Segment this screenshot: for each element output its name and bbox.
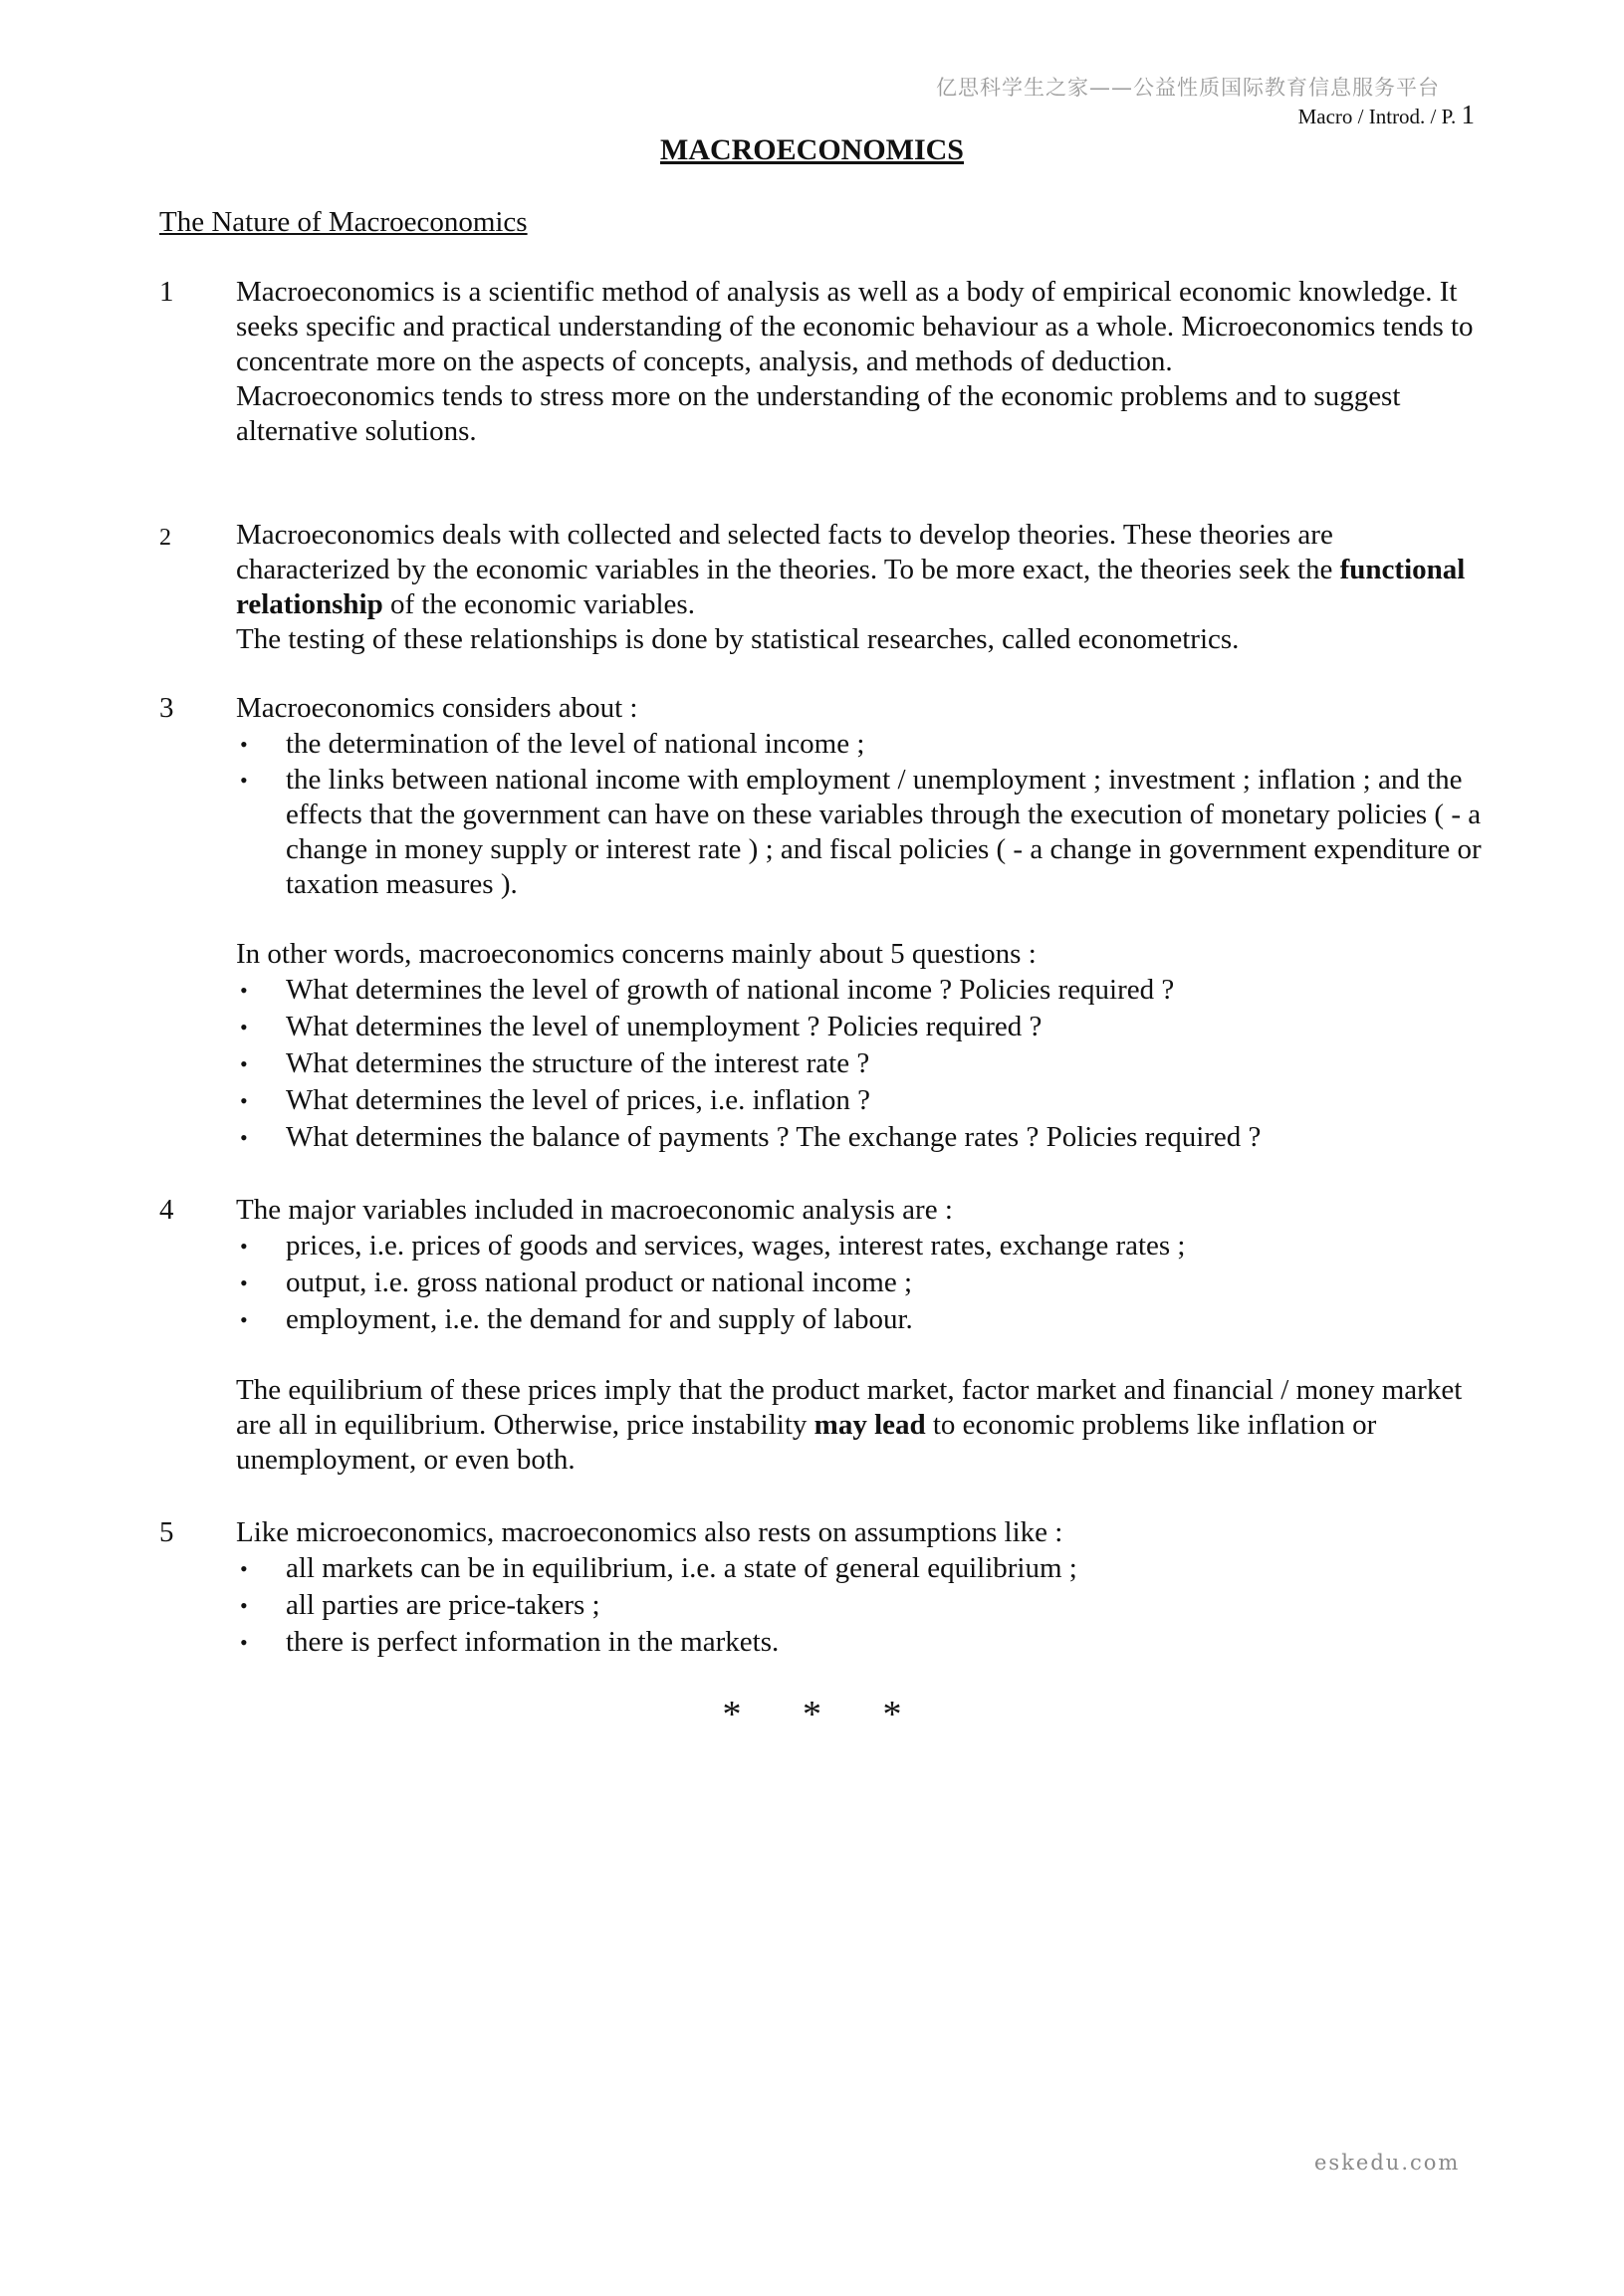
item-2 xyxy=(159,518,1494,657)
paragraph xyxy=(236,518,1494,622)
footer-watermark: eskedu.com xyxy=(1314,2151,1461,2175)
asterisk-icon: * xyxy=(882,1694,902,1735)
list-item-text: all markets can be in equilibrium, i.e. a state of general equilibrium ; xyxy=(286,1552,1077,1584)
list-item-text: output, i.e. gross national product or national income ; xyxy=(286,1266,913,1298)
list-item-text: all parties are price-takers ; xyxy=(286,1589,600,1621)
item-4 xyxy=(159,1193,1494,1478)
bullet-icon: • xyxy=(240,1088,248,1113)
paragraph: Macroeconomics considers about : xyxy=(236,692,638,724)
paragraph: Like microeconomics, macroeconomics also rests on assumptions like : xyxy=(236,1516,1063,1548)
paragraph: In other words, macroeconomics concerns mainly about 5 questions : xyxy=(236,938,1037,970)
list-item-text: there is perfect information in the markets. xyxy=(286,1626,780,1658)
paragraph xyxy=(236,1373,1494,1478)
list-item xyxy=(236,1082,1494,1119)
section-end-marker xyxy=(0,1693,1624,1736)
list-item xyxy=(236,1301,1494,1338)
section-heading: The Nature of Macroeconomics xyxy=(159,206,528,238)
list-item xyxy=(236,1045,1494,1082)
asterisk-icon: * xyxy=(722,1694,742,1735)
page-reference-label: Macro / Introd. / P. xyxy=(1297,105,1457,128)
text-run: to economic problems like inflation or unemployment, or even both. xyxy=(236,1409,1377,1476)
bullet-icon: • xyxy=(240,732,248,757)
list-item xyxy=(236,972,1494,1009)
item-5 xyxy=(159,1515,1494,1661)
list-item-text: employment, i.e. the demand for and supply of labour. xyxy=(286,1303,913,1335)
list-item xyxy=(236,1587,1494,1624)
bullet-icon: • xyxy=(240,1234,248,1259)
asterisk-icon: * xyxy=(803,1694,821,1735)
bullet-icon: • xyxy=(240,1270,248,1295)
paragraph: Macroeconomics is a scientific method of analysis as well as a body of empirical economic knowledge. It seeks specific and practical understanding of the economic behaviour as a whole. Microeconomics tends to concentrate more on the aspects of concepts, analysis, and methods of deduction. xyxy=(236,276,1474,377)
list-item xyxy=(236,1009,1494,1045)
text-run: of the economic variables. xyxy=(382,588,695,620)
document-title-text: MACROECONOMICS xyxy=(660,133,964,166)
item-number: 2 xyxy=(159,525,171,551)
item-3 xyxy=(159,691,1494,1156)
list-item xyxy=(236,1264,1494,1301)
paragraph: The testing of these relationships is done by statistical researches, called econometrics. xyxy=(236,623,1240,655)
item-number: 1 xyxy=(159,276,174,308)
page-reference xyxy=(1298,100,1475,130)
bullet-icon: • xyxy=(240,1630,248,1655)
document-title xyxy=(0,133,1624,167)
item-number: 5 xyxy=(159,1516,174,1548)
bullet-icon: • xyxy=(240,768,248,793)
bullet-list xyxy=(236,1228,1494,1338)
bullet-icon: • xyxy=(240,1556,248,1581)
question-list xyxy=(236,972,1494,1156)
paragraph: The major variables included in macroeconomic analysis are : xyxy=(236,1194,953,1226)
list-item-text: What determines the level of growth of national income ? Policies required ? xyxy=(286,974,1175,1006)
page-number: 1 xyxy=(1461,100,1475,129)
item-number: 3 xyxy=(159,692,174,724)
bullet-icon: • xyxy=(240,1015,248,1039)
top-watermark: 亿思科学生之家——公益性质国际教育信息服务平台 xyxy=(936,76,1440,100)
list-item xyxy=(236,726,1494,763)
list-item xyxy=(236,763,1494,902)
list-item-text: What determines the structure of the interest rate ? xyxy=(286,1047,870,1079)
text-run: The equilibrium of these prices imply that the product market, factor market and financial / money market are all in equilibrium. Otherwise, price instability xyxy=(236,1374,1463,1441)
list-item xyxy=(236,1119,1494,1156)
list-item-text: the links between national income with employment / unemployment ; investment ; inflation ; and the effects that the government can have on these variables through the execution of monetary policies ( - a change in money supply or interest rate ) ; and fiscal policies ( - a change in government expenditure or taxation measures ). xyxy=(286,764,1482,900)
list-item-text: What determines the level of unemployment ? Policies required ? xyxy=(286,1011,1043,1042)
item-number: 4 xyxy=(159,1194,174,1226)
bullet-icon: • xyxy=(240,1307,248,1332)
list-item-text: prices, i.e. prices of goods and services, wages, interest rates, exchange rates ; xyxy=(286,1230,1186,1262)
list-item-text: What determines the balance of payments ? The exchange rates ? Policies required ? xyxy=(286,1121,1262,1153)
list-item xyxy=(236,1624,1494,1661)
list-item xyxy=(236,1550,1494,1587)
bullet-icon: • xyxy=(240,1125,248,1150)
bullet-list xyxy=(236,1550,1494,1661)
emphasis-text: may lead xyxy=(813,1409,926,1441)
list-item-text: What determines the level of prices, i.e. inflation ? xyxy=(286,1084,871,1116)
list-item-text: the determination of the level of national income ; xyxy=(286,728,865,760)
bullet-icon: • xyxy=(240,1051,248,1076)
list-item xyxy=(236,1228,1494,1264)
bullet-icon: • xyxy=(240,1593,248,1618)
emphasis-text: functional relationship xyxy=(236,554,1466,620)
paragraph: Macroeconomics tends to stress more on the understanding of the economic problems and to suggest alternative solutions. xyxy=(236,380,1401,447)
bullet-icon: • xyxy=(240,978,248,1003)
item-1 xyxy=(159,275,1494,449)
bullet-list xyxy=(236,726,1494,902)
text-run: Macroeconomics deals with collected and selected facts to develop theories. These theories are characterized by the economic variables in the theories. To be more exact, the theories seek the xyxy=(236,519,1340,585)
